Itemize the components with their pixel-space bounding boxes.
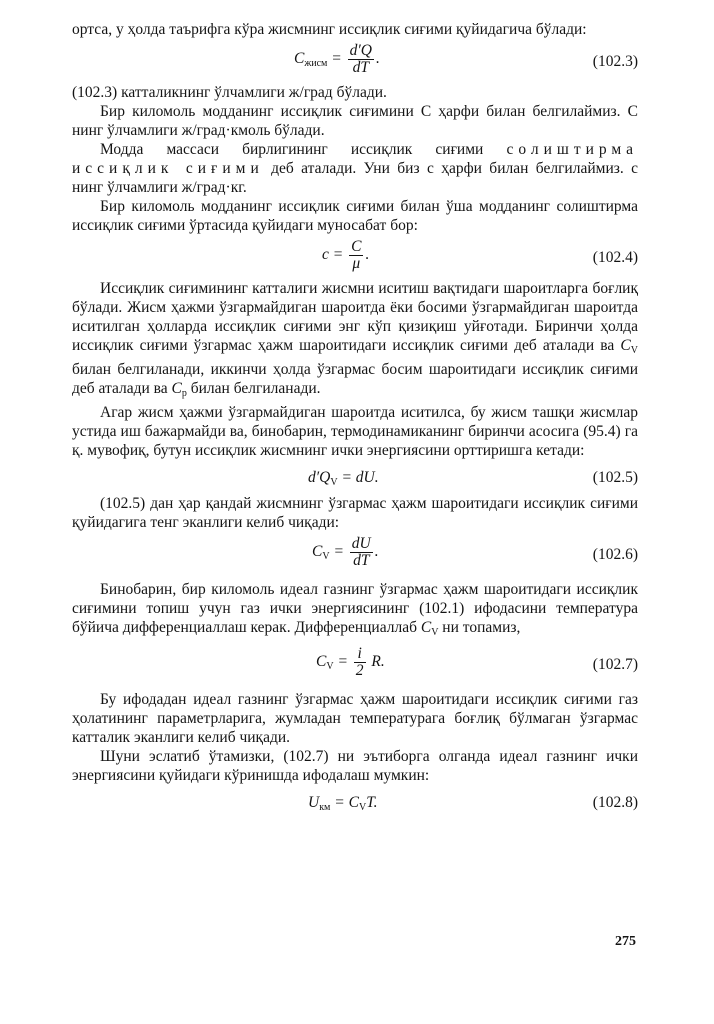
equation-number: (102.6) <box>592 546 638 563</box>
term-specific-heat: солиштирма иссиқлик сиғими <box>72 141 638 177</box>
equation-102-8 <box>72 789 638 815</box>
equation-body: c = $\frac{C}{\mu}$ . <box>322 238 370 272</box>
page-number: 275 <box>615 934 636 949</box>
equation-102-5 <box>72 464 638 490</box>
equation-number: (102.5) <box>592 469 638 486</box>
equation-102-6 <box>72 536 638 576</box>
paragraph-11: Шуни эслатиб ўтамизки, (102.7) ни эътиборга олганда идеал газнинг ички энергиясини қуйидаги кўринишда ифодалаш мумкин: <box>72 748 638 784</box>
equation-number: (102.3) <box>592 53 638 70</box>
equation-102-7 <box>72 646 638 686</box>
paragraph-3: Бир киломоль модданинг иссиқлик сиғимини C ҳарфи билан белгилаймиз. C нинг ўлчамлиги ж/град·кмоль бўлади. <box>72 103 638 139</box>
equation-body: $d'Q_V$ = dU. <box>308 469 379 488</box>
symbol-cv: $C_V$ <box>420 619 439 638</box>
paragraph-4: Модда массаси бирлигининг иссиқлик сиғими солиштирма иссиқлик сиғими деб аталади. Уни биз c ҳарфи билан белгилаймиз. c нинг ўлчамлиги ж/град·кг. <box>72 141 638 196</box>
paragraph-9: Бинобарин, бир киломоль идеал газнинг ўзгармас ҳажм шароитидаги иссиқлик сиғимини топиш учун газ ички энергиясининг (102.1) ифодасини температура бўйича дифференциаллаш керак. Дифференциаллаб $C_V$ ни топамиз, <box>72 581 638 638</box>
paragraph-1: ортса, у ҳолда таърифга кўра жисмнинг иссиқлик сиғими қуйидагича бўлади: <box>72 21 587 38</box>
equation-number: (102.4) <box>592 249 638 266</box>
paragraph-8: (102.5) дан ҳар қандай жисмнинг ўзгармас ҳажм шароитидаги иссиқлик сиғими қуйидагига тенг эканлиги келиб чиқади: <box>72 495 638 531</box>
paragraph-10: Бу ифодадан идеал газнинг ўзгармас ҳажм шароитидаги иссиқлик сиғими газ ҳолатининг параметрларига, жумладан температурага боғлиқ бўлмаган ўзгармас катталик эканлиги келиб чиқади. <box>72 691 638 746</box>
symbol-cp: $C_p$ <box>171 380 187 399</box>
paragraph-5: Бир киломоль модданинг иссиқлик сиғими билан ўша модданинг солиштирма иссиқлик сиғими ўртасида қуйидаги муносабат бор: <box>72 198 638 234</box>
equation-body: $C_{жисм}$ = $\frac{d'Q}{dT}$ . <box>294 42 380 76</box>
paragraph-7: Агар жисм ҳажми ўзгармайдиган шароитда иситилса, бу жисм ташқи жисмлар устида иш бажармайди ва, бинобарин, термодинамиканинг биринчи асосига (95.4) га қ. мувофиқ, бутун иссиқлик жисмнинг ички энергиясини орттиришга кетади: <box>72 404 638 459</box>
symbol-cv: $C_V$ <box>620 337 638 356</box>
equation-number: (102.7) <box>592 656 638 673</box>
equation-body: $C_V$ = $\frac{dU}{dT}$ . <box>312 535 379 569</box>
equation-102-3 <box>72 43 638 79</box>
paragraph-2: (102.3) катталикнинг ўлчамлиги ж/град бўлади. <box>72 84 387 101</box>
equation-body: $U_{км} = C_VT$. <box>308 794 378 813</box>
paragraph-6: Иссиқлик сиғимининг катталиги жисмни иситиш вақтидаги шароитларга боғлиқ бўлади. Жисм ҳажми ўзгармайдиган шароитда ёки босими ўзгармайдиган шароитда иситилган ҳолларда иссиқлик сиғими энг кўп қизиқиш уйғотади. Биринчи ҳолда иссиқлик сиғими ўзгармас ҳажм шароитидаги иссиқлик сиғими деб аталади ва $C_V$ билан белгиланади, иккинчи ҳолда ўзгармас босим шароитидаги иссиқлик сиғими деб аталади ва $C_p$ билан белгиланади. <box>72 280 638 399</box>
equation-102-4 <box>72 239 638 275</box>
equation-body: $C_V$ = $\frac{i}{2}$ R. <box>316 645 385 679</box>
equation-number: (102.8) <box>592 794 638 811</box>
book-page <box>72 20 638 1020</box>
